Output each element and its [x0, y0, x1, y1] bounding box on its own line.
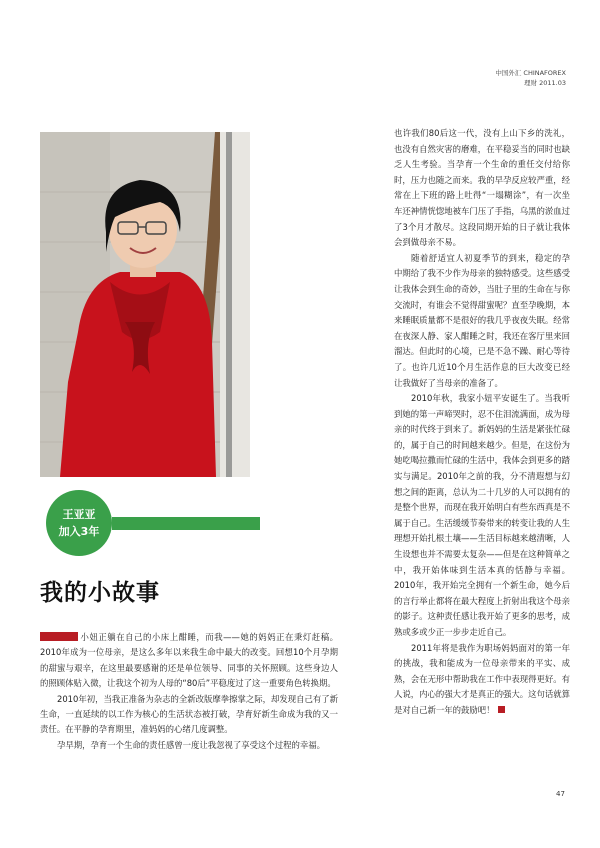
- page-number: 47: [556, 790, 565, 798]
- left-paragraph: 2010年初，当我正准备为杂志的全新改版摩拳擦掌之际，却发现自己有了新生命，一直延续的以工作为核心的生活状态被打破，孕育好新生命成为我的又一责任。在平静的孕育期里，准妈妈的心绪几度调整。: [40, 693, 338, 735]
- right-paragraph: [394, 641, 570, 719]
- author-badge: [46, 490, 112, 556]
- magazine-name: 中国外汇 CHINAFOREX: [495, 69, 566, 77]
- paragraph-text: 2011年将是我作为职场妈妈面对的第一年的挑战，我和能成为一位母亲带来的平实、成熟，会在无形中帮助我在工作中表现得更好。有人说，内心的强大才是真正的强大。这句话就算是对自己新一年的鼓励吧！: [394, 642, 570, 715]
- right-paragraph: 随着舒适宜人初夏季节的到来，稳定的孕中期给了我不少作为母亲的独特感受。这些感受让我体会到生命的奇妙，当肚子里的生命在与你交流时，有谁会不觉得甜蜜呢？直至孕晚期，本来睡眠质量都不是很好的我几乎夜夜失眠。经常在夜深人静、家人酣睡之时，我还在客厅里来回溜达。但此时的心境，已是不急不躁、耐心等待了。也许几近10个月生活作息的巨大改变已经让我做好了当母亲的准备了。: [394, 252, 570, 388]
- paragraph-text: 小妞正躺在自己的小床上酣睡，而我——她的妈妈正在秉灯赶稿。2010年成为一位母亲，是这么多年以来我生命中最大的改变。回想10个月孕期的甜蜜与艰辛，在这里最要感谢的还是单位领导、同事的关怀照顾。这些身边人的照顾体贴入微，让我这个初为人母的“80后”平稳度过了这一重要角色转换期。: [40, 632, 338, 689]
- red-marker: [40, 632, 78, 641]
- left-paragraph: [40, 630, 338, 692]
- end-marker: [498, 706, 505, 713]
- magazine-header: [495, 68, 566, 88]
- author-tenure: 加入3年: [58, 525, 100, 538]
- right-text-column: [394, 126, 570, 719]
- portrait-photo: [40, 132, 250, 477]
- story-title: 我的小故事: [40, 580, 160, 606]
- left-paragraph: 孕早期，孕育一个生命的责任感曾一度让我忽视了享受这个过程的幸福。: [57, 739, 325, 750]
- author-name: 王亚亚: [62, 508, 96, 521]
- portrait-illustration: [40, 132, 250, 477]
- right-paragraph: 2010年秋，我家小妞平安诞生了。当我听到她的第一声啼哭时，忍不住泪流满面，成为母亲的时代终于到来了。新妈妈的生活是紧张忙碌的，属于自己的时间越来越少。但是，在这份为她吃喝拉撒而忙碌的生活中，我体会到更多的踏实与满足。2010年之前的我，分不清遐想与幻想之间的距离，总认为二十几岁的人可以拥有的是整个世界，而现在我开始明白有些东西真是不属于自己。生活缓缓节奏带来的转变让我的人生理想开始扎根土壤——生活目标越来越清晰，人生设想也并不需要太复杂——但是在这种简单之中，我开始体味到生活本真的恬静与幸福。2010年，我开始完全拥有一个新生命，她今后的言行举止都将在最大程度上折射出我这个母亲的影子。这种责任感让我开始了更多的思考，成熟或多或少正一步步走近自己。: [394, 393, 570, 637]
- right-paragraph: 也许我们80后这一代，没有上山下乡的洗礼，也没有自然灾害的磨难，在平稳妥当的同时也缺乏人生考验。当孕育一个生命的重任交付给你时，压力也随之而来。我的早孕反应较严重，经常在上下班的路上吐得“一塌糊涂”，有一次坐车还神情恍惚地被车门压了手指，乌黑的淤血过了3个月才散尽。这段同期开始的日子就让我体会到做母亲不易。: [394, 128, 570, 248]
- issue-label: 理财 2011.03: [524, 79, 566, 87]
- accent-bar: [112, 517, 260, 530]
- left-text-block: [40, 630, 338, 753]
